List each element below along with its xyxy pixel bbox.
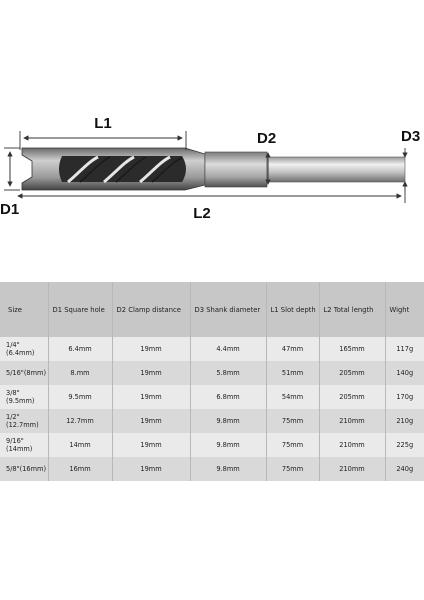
l2-label: L2: [193, 205, 211, 222]
cell-size: 5/16"(8mm): [0, 361, 48, 385]
header-d1-square-hole: D1 Square hole: [48, 282, 112, 337]
cell-l1: 75mm: [266, 409, 319, 433]
cell-weight: 117g: [396, 345, 414, 353]
cell-d1: 8.mm: [48, 361, 112, 385]
cell-d3: 5.8mm: [190, 361, 266, 385]
cell-d3: 6.8mm: [190, 385, 266, 409]
cell-weight: 210g: [396, 417, 414, 425]
shank-collar: [205, 152, 267, 187]
l1-label: L1: [94, 115, 112, 132]
d1-dimension: [4, 148, 20, 190]
cell-l1: 51mm: [266, 361, 319, 385]
cell-d2: 19mm: [112, 433, 190, 457]
cell-d1: 9.5mm: [48, 385, 112, 409]
cell-d2: 19mm: [112, 409, 190, 433]
cell-d2: 19mm: [112, 337, 190, 361]
table-row: [0, 385, 424, 409]
header-weight: Wight: [389, 305, 410, 314]
cell-l1: 54mm: [266, 385, 319, 409]
l1-dimension: [20, 131, 186, 150]
cell-size: 5/8"(16mm): [0, 457, 48, 481]
table-row: [0, 409, 424, 433]
cell-l2: 210mm: [319, 433, 385, 457]
cell-d3: 9.8mm: [190, 433, 266, 457]
d1-label: D1: [0, 201, 20, 218]
header-d2-clamp-distance: D2 Clamp distance: [112, 282, 190, 337]
cell-l2: 205mm: [319, 385, 385, 409]
cell-l2: 210mm: [319, 457, 385, 481]
cell-weight: 240g: [396, 465, 414, 473]
mortise-bit-diagram: [0, 0, 424, 240]
cell-weight: 140g: [396, 369, 414, 377]
table-header-row: [0, 282, 424, 337]
cell-l1: 75mm: [266, 457, 319, 481]
cell-l1: 75mm: [266, 433, 319, 457]
cell-d3: 4.4mm: [190, 337, 266, 361]
header-l2-total-length: L2 Total length: [319, 282, 385, 337]
cell-size: 3/8"(9.5mm): [0, 385, 48, 409]
header-l1-slot-depth: L1 Slot depth: [266, 282, 319, 337]
cell-size: 1/2"(12.7mm): [0, 409, 48, 433]
cell-d1: 6.4mm: [48, 337, 112, 361]
header-d3-shank-diameter: D3 Shank diameter: [190, 282, 266, 337]
d3-label: D3: [401, 128, 421, 145]
cell-l2: 205mm: [319, 361, 385, 385]
table-row: [0, 457, 424, 481]
cell-d2: 19mm: [112, 385, 190, 409]
cell-d1: 16mm: [48, 457, 112, 481]
mortise-chisel-bit: [22, 148, 405, 190]
cell-d3: 9.8mm: [190, 409, 266, 433]
auger-shank: [267, 157, 405, 182]
cell-d1: 14mm: [48, 433, 112, 457]
header-size: Size: [0, 282, 48, 337]
table-row: [0, 337, 424, 361]
table-row: [0, 361, 424, 385]
cell-weight: 225g: [396, 441, 414, 449]
cell-weight: 170g: [396, 393, 414, 401]
cell-l2: 210mm: [319, 409, 385, 433]
cell-size: 9/16"(14mm): [0, 433, 48, 457]
cell-l2: 165mm: [319, 337, 385, 361]
cell-d1: 12.7mm: [48, 409, 112, 433]
d2-label: D2: [257, 130, 277, 147]
table-row: [0, 433, 424, 457]
cell-size: 1/4"(6.4mm): [0, 337, 48, 361]
cell-d2: 19mm: [112, 457, 190, 481]
cell-d3: 9.8mm: [190, 457, 266, 481]
cell-l1: 47mm: [266, 337, 319, 361]
cell-d2: 19mm: [112, 361, 190, 385]
specification-table: [0, 282, 424, 481]
